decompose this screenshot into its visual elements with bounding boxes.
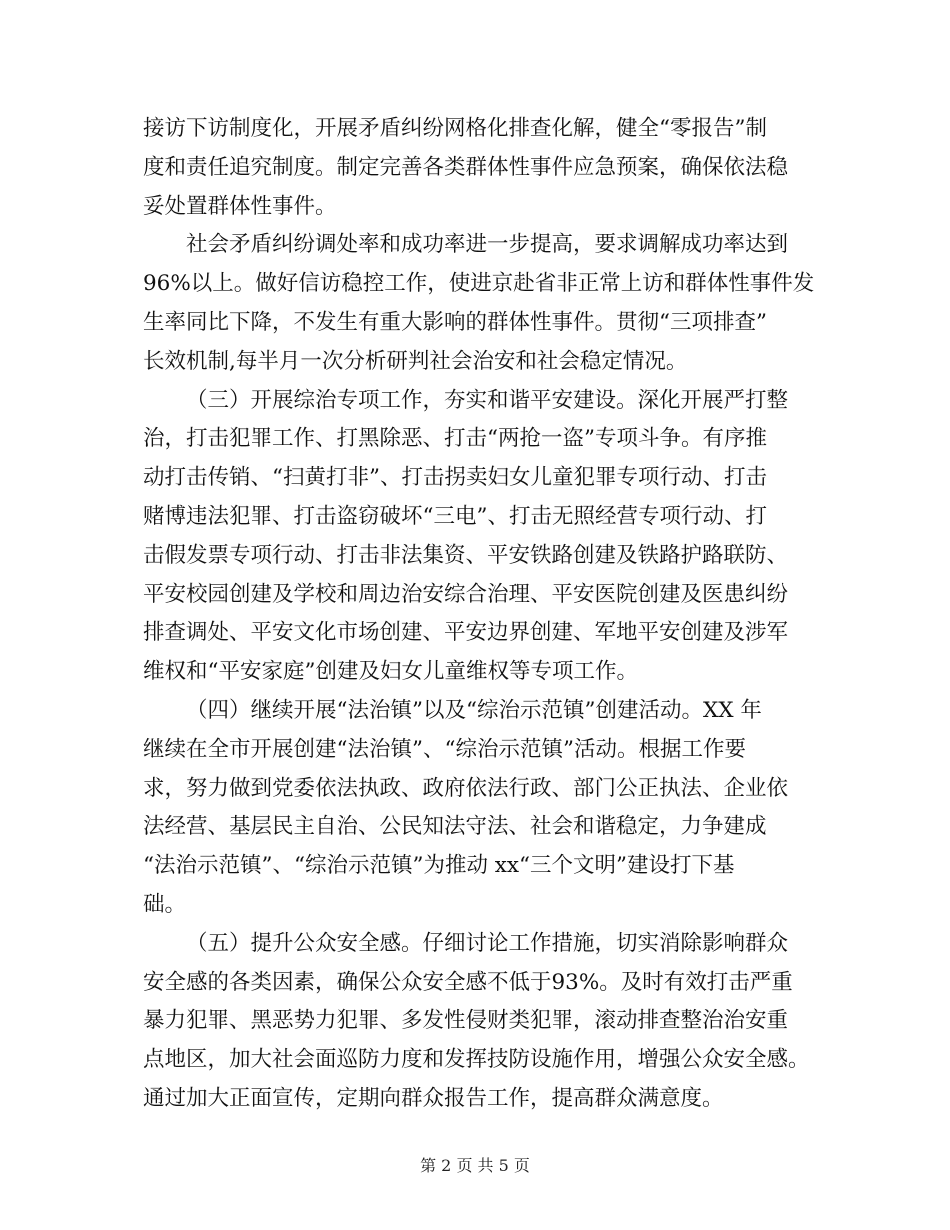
- text-line: 击假发票专项行动、打击非法集资、平安铁路创建及铁路护路联防、: [143, 542, 789, 568]
- text-line: “法治示范镇”、“综治示范镇”为推动 xx“三个文明”建设打下基: [143, 853, 735, 879]
- paragraph-3: [143, 382, 811, 692]
- text-line: 度和责任追究制度。制定完善各类群体性事件应急预案，确保依法稳: [143, 154, 789, 180]
- text-line: 继续在全市开展创建“法治镇”、“综治示范镇”活动。根据工作要: [143, 736, 746, 762]
- text-line: 法经营、基层民主自治、公民知法守法、社会和谐稳定，力争建成: [143, 814, 767, 840]
- paragraph-2: [143, 226, 815, 381]
- text-line: 妥处置群体性事件。: [143, 193, 337, 219]
- text-line: 安全感的各类因素，确保公众安全感不低于93%。及时有效打击严重: [143, 969, 793, 995]
- text-line: 点地区，加大社会面巡防力度和发挥技防设施作用，增强公众安全感。: [143, 1047, 810, 1073]
- text-line: 维权和“平安家庭”创建及妇女儿童维权等专项工作。: [143, 659, 638, 685]
- text-line: 治，打击犯罪工作、打黑除恶、打击“两抢一盗”专项斗争。有序推: [143, 426, 767, 452]
- text-line: 求，努力做到党委依法执政、政府依法行政、部门公正执法、企业依: [143, 775, 789, 801]
- paragraph-4: [143, 692, 811, 925]
- text-line: 96%以上。做好信访稳控工作，使进京赴省非正常上访和群体性事件发: [143, 271, 815, 297]
- text-line: 通过加大正面宣传，定期向群众报告工作，提高群众满意度。: [143, 1085, 724, 1111]
- paragraph-1: [143, 110, 811, 226]
- page-number-footer: 第 2 页 共 5 页: [420, 1156, 530, 1175]
- text-line: （三）开展综治专项工作，夯实和谐平安建设。深化开展严打整: [186, 387, 789, 413]
- text-line: 赌博违法犯罪、打击盗窃破坏“三电”、打击无照经营专项行动、打: [143, 503, 767, 529]
- text-line: 生率同比下降，不发生有重大影响的群体性事件。贯彻“三项排查”: [143, 309, 767, 335]
- text-line: （四）继续开展“法治镇”以及“综治示范镇”创建活动。XX 年: [186, 697, 762, 723]
- text-line: 排查调处、平安文化市场创建、平安边界创建、军地平安创建及涉军: [143, 620, 789, 646]
- text-line: 长效机制,每半月一次分析研判社会治安和社会稳定情况。: [143, 348, 688, 374]
- text-line: 社会矛盾纠纷调处率和成功率进一步提高，要求调解成功率达到: [186, 232, 789, 258]
- text-line: 暴力犯罪、黑恶势力犯罪、多发性侵财类犯罪，滚动排查整治治安重: [143, 1008, 789, 1034]
- text-line: 平安校园创建及学校和周边治安综合治理、平安医院创建及医患纠纷: [143, 581, 789, 607]
- text-line: （五）提升公众安全感。仔细讨论工作措施，切实消除影响群众: [186, 930, 789, 956]
- paragraph-5: [143, 925, 811, 1119]
- text-line: 接访下访制度化，开展矛盾纠纷网格化排查化解，健全“零报告”制: [143, 116, 767, 141]
- document-body: [143, 110, 815, 1119]
- text-line: 础。: [143, 891, 187, 917]
- text-line: 动打击传销、“扫黄打非”、打击拐卖妇女儿童犯罪专项行动、打击: [143, 465, 767, 491]
